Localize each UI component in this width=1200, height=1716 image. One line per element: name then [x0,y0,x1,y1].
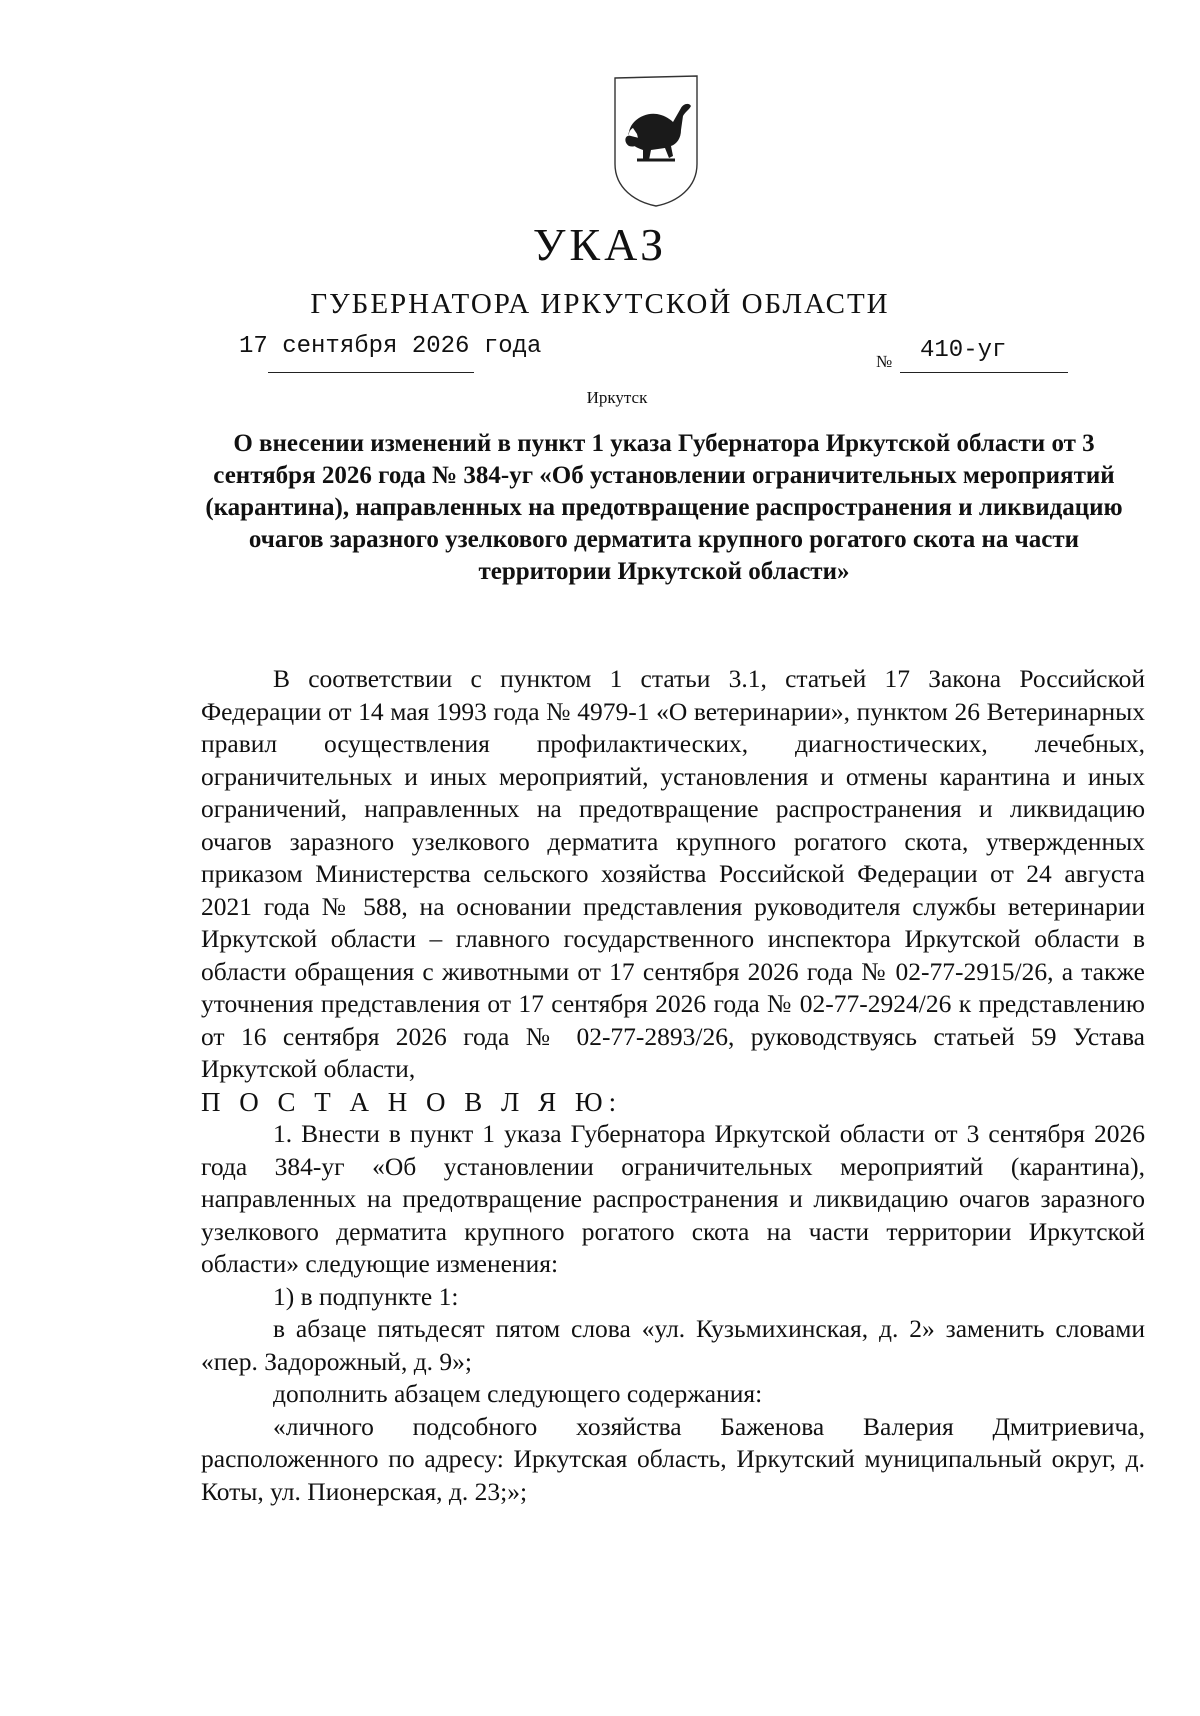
preamble-paragraph: В соответствии с пунктом 1 статьи 3.1, статьей 17 Закона Российской Федерации от 14 мая 1993 года № 4979-1 «О ветеринарии», пунктом 26 Ветеринарных правил осуществления профилактических, диагностических, лечебных, ограничительных и иных мероприятий, установления и отмены карантина и иных ограничений, направленных на предотвращение распространения и ликвидацию очагов заразного узелкового дерматита крупного рогатого скота, утвержденных приказом Министерства сельского хозяйства Российской Федерации от 24 августа 2021 года № 588, на основании представления руководителя службы ветеринарии Иркутской области – главного государственного инспектора Иркутской области в области обращения с животными от 17 сентября 2026 года № 02-77-2915/26, а также уточнения представления от 17 сентября 2026 года № 02-77-2924/26 к представлению от 16 сентября 2026 года № 02-77-2893/26, руководствуясь статьей 59 Устава Иркутской области, [201,664,1145,1083]
quote-paragraph: «личного подсобного хозяйства Баженова Валерия Дмитриевича, расположенного по адресу: Иркутская область, Иркутский муниципальный округ, д. Коты, ул. Пионерская, д. 23;»; [201,1411,1145,1506]
document-body [201,663,1145,1508]
document-city: Иркутск [586,388,648,407]
document-number: 410-уг [920,337,1007,364]
number-sign: № [876,352,893,371]
decree-word: П О С Т А Н О В Л Я Ю: [201,1086,623,1117]
subitem-1-paragraph: 1) в подпункте 1: [273,1281,459,1311]
coat-of-arms-icon [611,72,701,208]
replace-paragraph: в абзаце пятьдесят пятом слова «ул. Кузьмихинская, д. 2» заменить словами «пер. Задорожный, д. 9»; [201,1314,1145,1376]
number-underline [900,372,1068,373]
document-date: 17 сентября 2026 года [239,333,542,360]
document-title: УКАЗ [532,219,668,270]
document-issuer: ГУБЕРНАТОРА ИРКУТСКОЙ ОБЛАСТИ [310,288,890,320]
document-heading: О внесении изменений в пункт 1 указа Губернатора Иркутской области от 3 сентября 2026 года № 384-уг «Об установлении ограничительных мероприятий (карантина), направленных на предотвращение распространения и ликвидацию очагов заразного узелкового дерматита крупного рогатого скота на части территории Иркутской области» [205,430,1123,585]
add-paragraph: дополнить абзацем следующего содержания: [273,1379,763,1408]
date-underline [268,372,474,373]
item-1-paragraph: 1. Внести в пункт 1 указа Губернатора Иркутской области от 3 сентября 2026 года 384-уг «Об установлении ограничительных мероприятий (карантина), направленных на предотвращение распространения и ликвидацию очагов заразного узелкового дерматита крупного рогатого скота на части территории Иркутской области» следующие изменения: [201,1119,1145,1278]
